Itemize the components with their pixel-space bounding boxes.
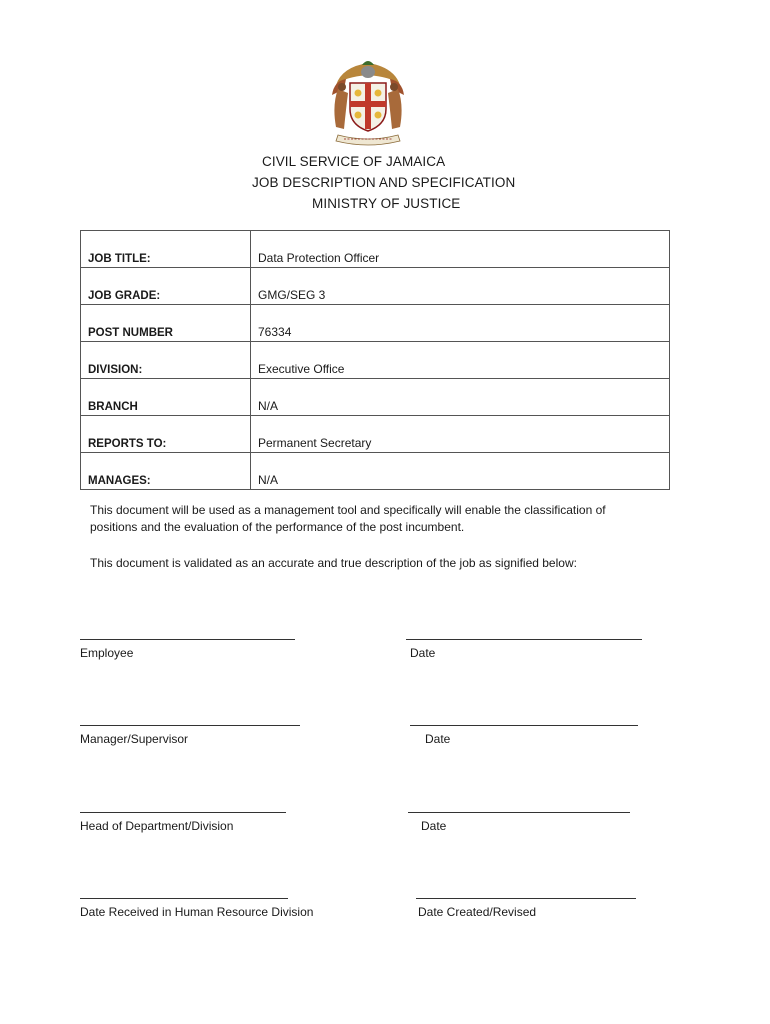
row-key: MANAGES: — [81, 453, 251, 490]
row-value: Data Protection Officer — [251, 231, 670, 268]
signature-line[interactable] — [80, 714, 300, 726]
header-line-2: JOB DESCRIPTION AND SPECIFICATION — [252, 175, 516, 190]
table-row — [81, 268, 670, 305]
manager-signature[interactable] — [80, 714, 300, 746]
date-label: Date — [425, 732, 451, 746]
table-row — [81, 379, 670, 416]
manager-date[interactable] — [410, 714, 638, 746]
date-created-signature[interactable] — [416, 887, 636, 919]
job-info-table — [80, 230, 670, 490]
head-date[interactable] — [408, 801, 630, 833]
row-value: GMG/SEG 3 — [251, 268, 670, 305]
signature-line[interactable] — [80, 801, 286, 813]
usage-paragraph: This document will be used as a management tool and specifically will enable the classification of positions and the evaluation of the performance of the post incumbent. — [90, 503, 606, 534]
signature-label: Manager/Supervisor — [80, 732, 189, 746]
validation-paragraph: This document is validated as an accurate and true description of the job as signified below: — [90, 556, 577, 570]
row-key: REPORTS TO: — [81, 416, 251, 453]
employee-signature[interactable] — [80, 628, 295, 660]
row-value: 76334 — [251, 305, 670, 342]
row-key: JOB GRADE: — [81, 268, 251, 305]
date-line[interactable] — [406, 628, 642, 640]
employee-date[interactable] — [406, 628, 642, 660]
row-value: Permanent Secretary — [251, 416, 670, 453]
row-value: N/A — [251, 379, 670, 416]
table-row — [81, 342, 670, 379]
date-line[interactable] — [416, 887, 636, 899]
signature-line[interactable] — [80, 628, 295, 640]
row-key: JOB TITLE: — [81, 231, 251, 268]
table-row — [81, 305, 670, 342]
row-value: N/A — [251, 453, 670, 490]
signature-line[interactable] — [80, 887, 288, 899]
table-row — [81, 231, 670, 268]
signature-label: Employee — [80, 646, 134, 660]
table-row — [81, 416, 670, 453]
row-key: DIVISION: — [81, 342, 251, 379]
date-line[interactable] — [408, 801, 630, 813]
signature-label: Date Received in Human Resource Division — [80, 905, 314, 919]
date-line[interactable] — [410, 714, 638, 726]
row-key: POST NUMBER — [81, 305, 251, 342]
header-line-1: CIVIL SERVICE OF JAMAICA — [262, 154, 446, 169]
row-key: BRANCH — [81, 379, 251, 416]
signature-label: Head of Department/Division — [80, 819, 234, 833]
hr-received-signature[interactable] — [80, 887, 314, 919]
date-label: Date — [421, 819, 447, 833]
header-line-3: MINISTRY OF JUSTICE — [312, 196, 461, 211]
row-value: Executive Office — [251, 342, 670, 379]
date-label: Date Created/Revised — [418, 905, 537, 919]
jamaica-coat-of-arms-icon — [322, 55, 414, 147]
head-signature[interactable] — [80, 801, 286, 833]
table-row — [81, 453, 670, 490]
date-label: Date — [410, 646, 436, 660]
